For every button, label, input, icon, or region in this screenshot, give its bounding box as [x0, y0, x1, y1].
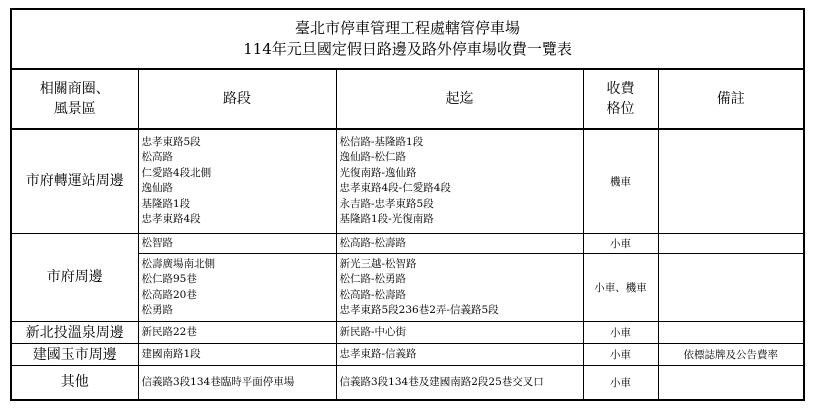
- fee-table: [10, 8, 805, 401]
- slot-cell: 小車、機車: [583, 254, 658, 322]
- road-line: 忠孝東路5段: [141, 135, 201, 148]
- road-line: 松壽廣場南北側: [141, 257, 215, 270]
- header-range: 起迄: [336, 69, 583, 129]
- slot-cell: 機車: [583, 129, 658, 233]
- range-cell: [336, 254, 583, 322]
- road-line: 松智路: [141, 236, 173, 249]
- range-line: 忠孝東路5段236巷2弄-信義路5段: [339, 304, 499, 316]
- range-cell: [336, 233, 583, 254]
- range-line: 松信路-基隆路1段: [339, 135, 424, 148]
- range-line: 信義路3段134巷及建國南路2段25巷交叉口: [339, 375, 544, 388]
- range-line: 新民路-中心街: [339, 325, 407, 338]
- area-cell: 市府轉運站周邊: [11, 129, 138, 233]
- area-cell: 建國玉市周邊: [11, 344, 138, 366]
- road-line: 松高路20巷: [141, 288, 197, 301]
- range-line: 逸仙路-松仁路: [339, 151, 407, 164]
- range-cell: [336, 344, 583, 366]
- slot-cell: 小車: [583, 366, 658, 400]
- table-row: [11, 366, 804, 400]
- range-cell: [336, 129, 583, 233]
- remark-cell: [658, 254, 804, 322]
- road-line: 松仁路95巷: [141, 273, 197, 285]
- slot-cell: 小車: [583, 344, 658, 366]
- range-line: 松高路-松壽路: [339, 236, 407, 249]
- area-cell: 新北投溫泉周邊: [11, 322, 138, 344]
- area-cell: 其他: [11, 366, 138, 400]
- remark-cell: [658, 366, 804, 400]
- road-line: 新民路22巷: [141, 325, 197, 338]
- title-line-2: 114年元旦國定假日路邊及路外停車場收費一覽表: [243, 40, 572, 58]
- fee-table-sheet: [10, 8, 803, 401]
- road-line: 信義路3段134巷臨時平面停車場: [141, 375, 295, 388]
- remark-cell: 依標誌牌及公告費率: [658, 344, 804, 366]
- table-row: [11, 344, 804, 366]
- header-row: [11, 69, 804, 129]
- road-line: 逸仙路: [141, 182, 173, 195]
- road-line: 仁愛路4段北側: [141, 166, 212, 179]
- road-line: 松高路: [141, 151, 173, 164]
- header-slot-line-1: 收費: [606, 81, 635, 97]
- area-cell: 市府周邊: [11, 233, 138, 322]
- range-cell: [336, 322, 583, 344]
- header-area-line-1: 相關商圈、: [39, 81, 110, 97]
- range-line: 光復南路-逸仙路: [339, 166, 417, 179]
- road-cell: [138, 129, 336, 233]
- title-line-1: 臺北市停車管理工程處轄管停車場: [295, 19, 521, 37]
- slot-cell: 小車: [583, 233, 658, 254]
- header-area-line-2: 風景區: [53, 101, 96, 117]
- road-line: 忠孝東路4段: [141, 213, 201, 226]
- range-cell: [336, 366, 583, 400]
- table-row: [11, 129, 804, 233]
- header-remark: 備註: [658, 69, 804, 129]
- range-line: 忠孝東路-信義路: [339, 347, 417, 360]
- road-cell: [138, 322, 336, 344]
- range-line: 松高路-松壽路: [339, 288, 407, 301]
- table-row: [11, 233, 804, 254]
- road-line: 建國南路1段: [141, 347, 201, 360]
- remark-cell: [658, 322, 804, 344]
- road-cell: [138, 233, 336, 254]
- header-road: 路段: [138, 69, 336, 129]
- range-line: 松仁路-松勇路: [339, 273, 407, 285]
- road-cell: [138, 254, 336, 322]
- table-title: [11, 9, 804, 69]
- range-line: 永吉路-忠孝東路5段: [339, 197, 434, 210]
- header-area: [11, 69, 138, 129]
- remark-cell: [658, 233, 804, 254]
- header-slot-line-2: 格位: [606, 101, 635, 117]
- remark-cell: [658, 129, 804, 233]
- range-line: 基隆路1段-光復南路: [339, 213, 434, 226]
- slot-cell: 小車: [583, 322, 658, 344]
- range-line: 忠孝東路4段-仁愛路4段: [339, 182, 451, 195]
- road-cell: [138, 344, 336, 366]
- title-row: [11, 9, 804, 69]
- table-row: [11, 322, 804, 344]
- road-line: 基隆路1段: [141, 197, 191, 210]
- road-cell: [138, 366, 336, 400]
- header-slot: [583, 69, 658, 129]
- range-line: 新光三越-松智路: [339, 257, 417, 270]
- road-line: 松勇路: [141, 304, 173, 316]
